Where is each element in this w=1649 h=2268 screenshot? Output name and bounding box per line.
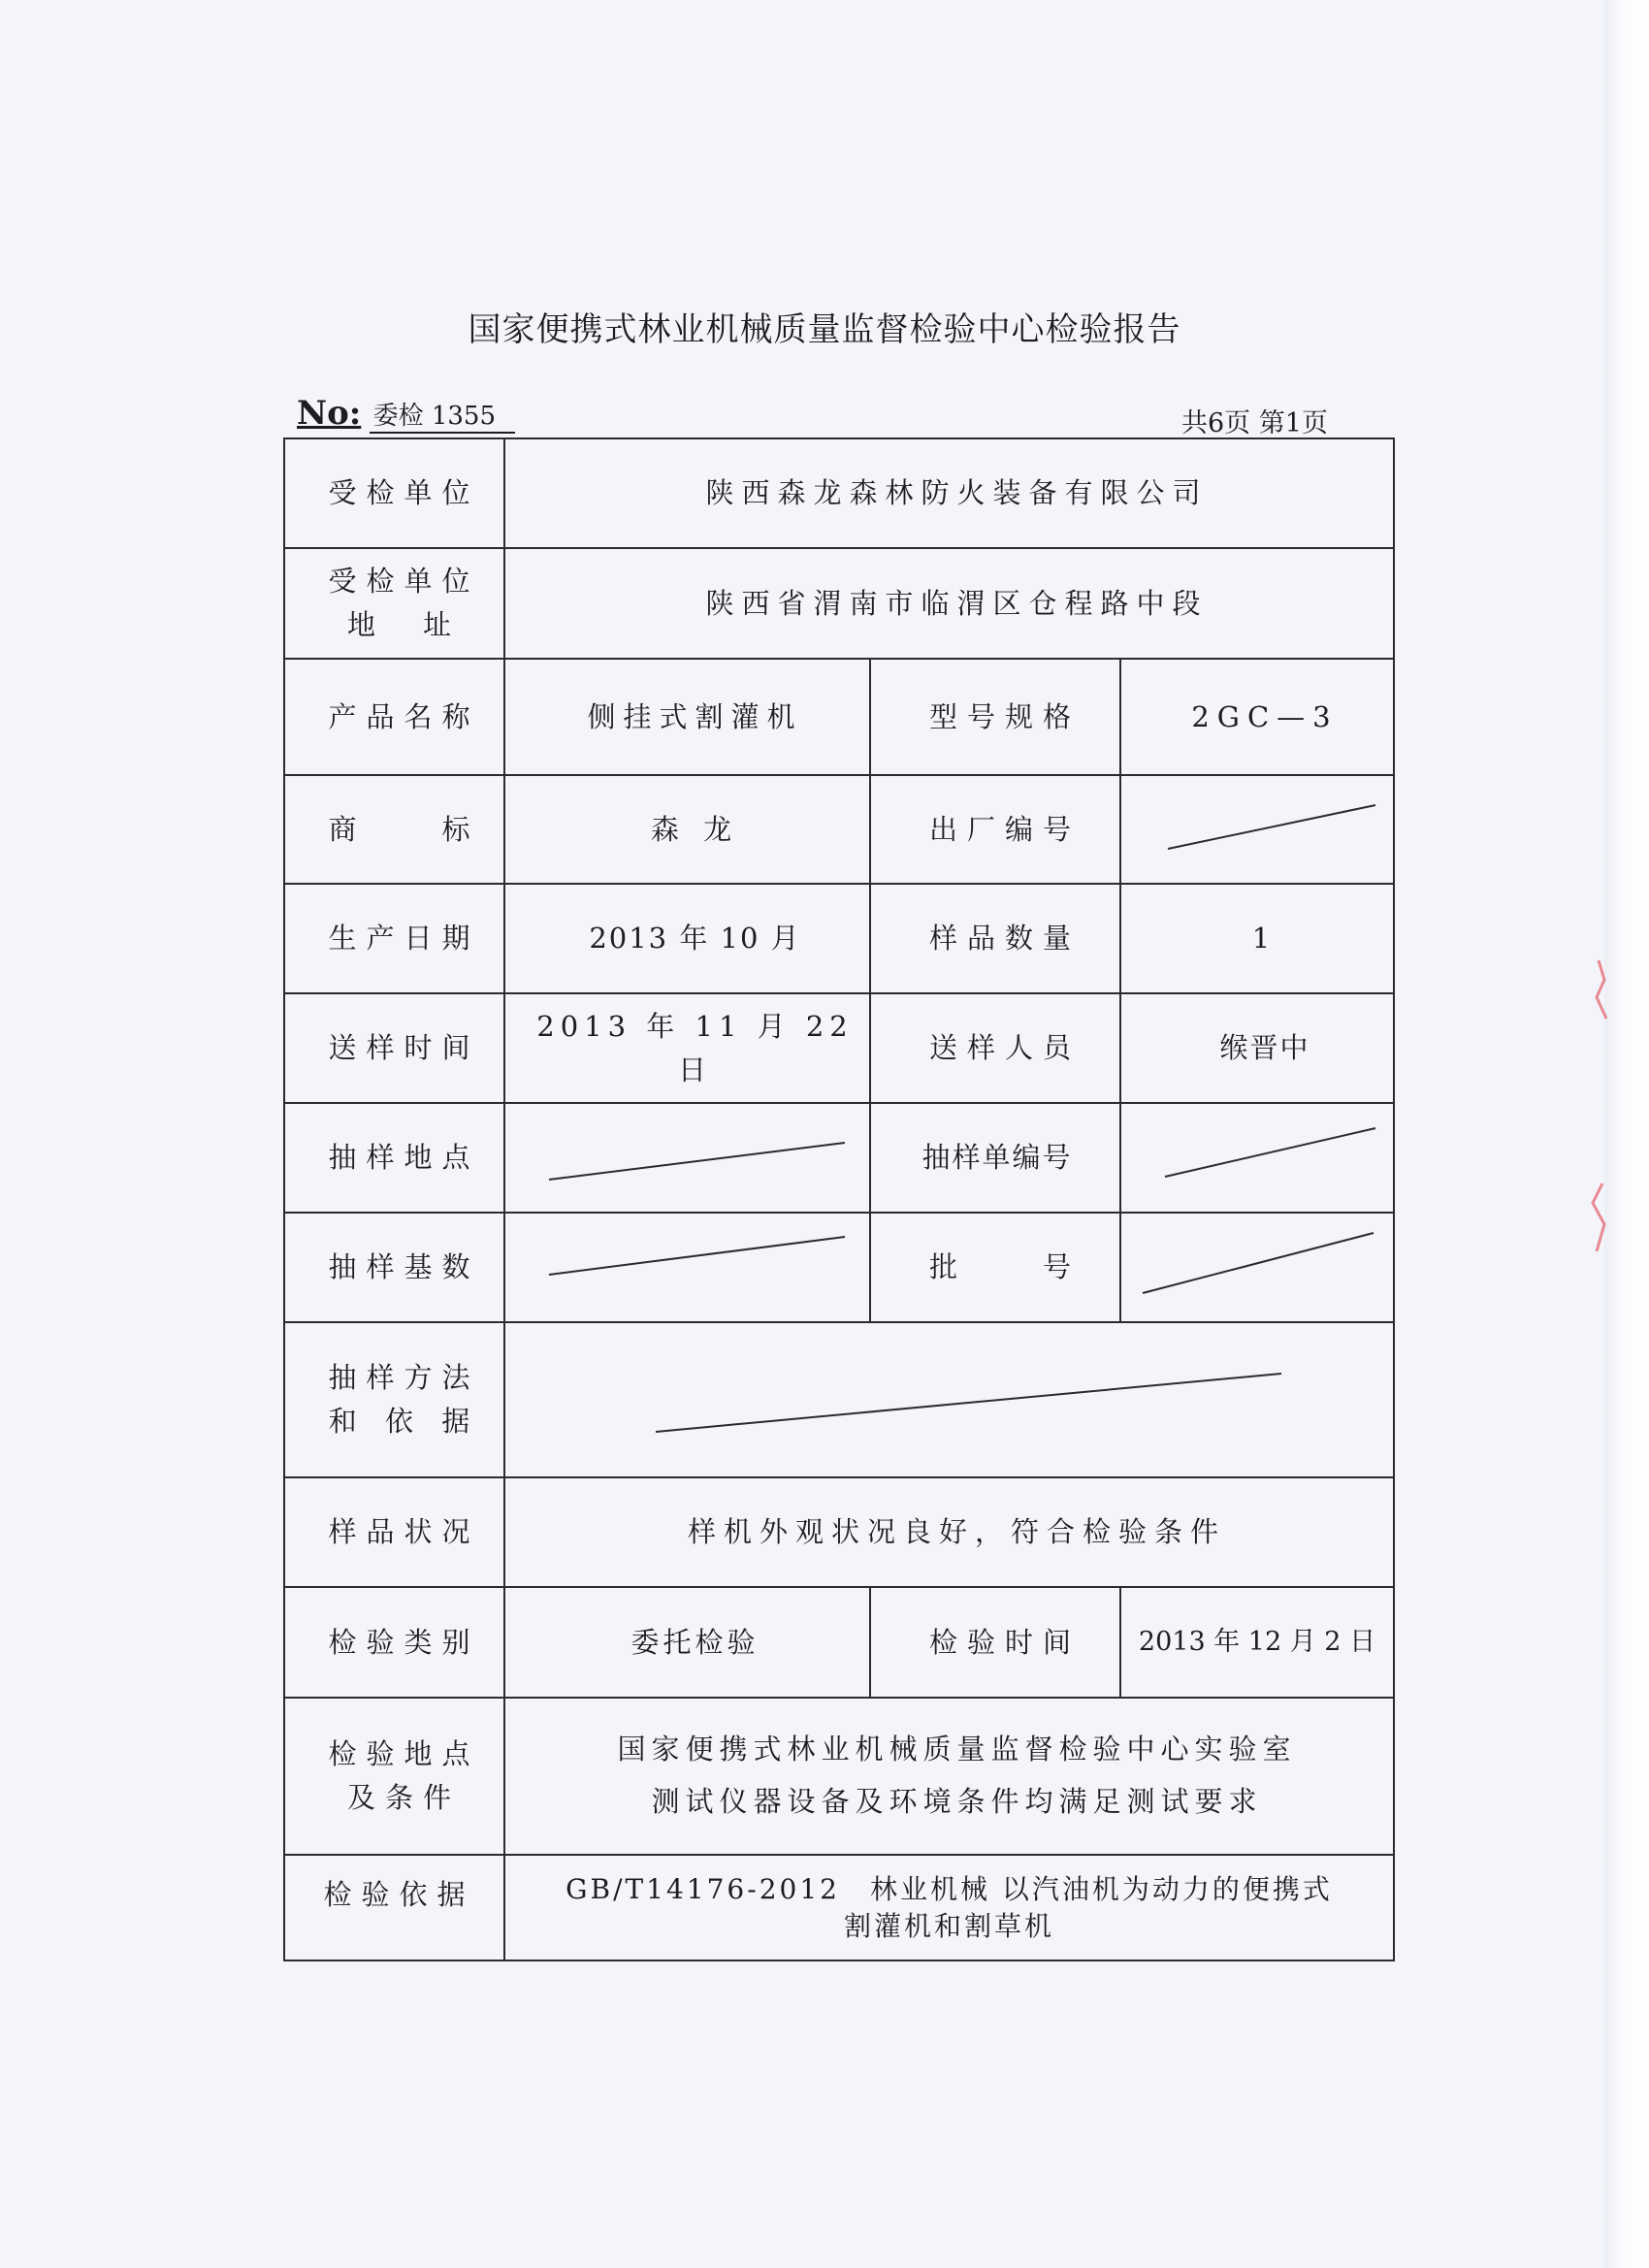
inspection-site-value-line1: 国家便携式林业机械质量监督检验中心实验室 (617, 1733, 1297, 1766)
unit-address-label-line1: 受检单位 (328, 565, 480, 599)
trademark-value: 森 龙 (650, 812, 740, 846)
inspection-type-value: 委托检验 (630, 1625, 760, 1659)
inspection-basis-value (505, 1856, 1393, 1960)
delivery-time-value: 2013 年 11 月 22 日 (536, 1009, 854, 1086)
unit-address-label (285, 549, 513, 658)
inspection-basis-label: 检验依据 (323, 1878, 475, 1911)
delivery-time-label: 送样时间 (328, 1031, 480, 1065)
inspection-form-table (283, 437, 1395, 1961)
sampling-sheet-number-label: 抽样单编号 (922, 1141, 1073, 1175)
sample-condition-value: 样机外观状况良好，符合检验条件 (687, 1515, 1226, 1549)
delivery-person-label: 送样人员 (928, 1031, 1081, 1065)
report-number-value: 委检 1355 (370, 396, 515, 434)
factory-number-strike-line (1121, 776, 1393, 883)
inspection-site-label (285, 1699, 513, 1854)
inspection-basis-value-line2: 割灌机和割草机 (843, 1909, 1054, 1942)
sampling-method-strike-line (505, 1323, 1393, 1476)
sample-condition-label: 样品状况 (328, 1515, 480, 1549)
report-number-mark: No: (297, 394, 362, 433)
inspection-time-value: 2013 年 12 月 2 日 (1138, 1627, 1376, 1658)
unit-address-value: 陕西省渭南市临渭区仓程路中段 (705, 586, 1209, 620)
trademark-label: 商 标 (328, 812, 480, 846)
sampling-sheet-number-strike-line (1121, 1104, 1393, 1212)
sampling-method-label (285, 1323, 513, 1476)
inspection-site-label-line1: 检验地点 (328, 1737, 480, 1771)
sampling-base-strike-line (505, 1214, 869, 1321)
sample-quantity-value: 1 (1251, 922, 1278, 956)
sampling-method-label-line2: 和 依 据 (328, 1405, 480, 1438)
inspection-time-label: 检验时间 (928, 1625, 1081, 1659)
inspection-site-value (505, 1699, 1401, 1854)
inspection-site-value-line2: 测试仪器设备及环境条件均满足测试要求 (651, 1785, 1263, 1818)
report-title: 国家便携式林业机械质量监督检验中心检验报告 (468, 310, 1181, 349)
report-number (297, 394, 515, 434)
inspection-site-label-line2: 及条件 (346, 1781, 461, 1814)
unit-address-label-line2: 地 址 (346, 608, 461, 641)
sampling-location-label: 抽样地点 (328, 1141, 480, 1175)
sampling-location-strike-line (505, 1104, 869, 1212)
model-spec-value: 2GC—3 (1191, 699, 1339, 733)
inspection-type-label: 检验类别 (328, 1625, 480, 1659)
sample-quantity-label: 样品数量 (928, 922, 1081, 956)
page-count: 共6页 第1页 (1181, 408, 1328, 438)
inspected-unit-label: 受检单位 (328, 476, 480, 510)
inspection-basis-value-line1: GB/T14176-2012 林业机械 以汽油机为动力的便携式 (566, 1872, 1333, 1905)
stamp-edge-mark (1579, 951, 1618, 1280)
delivery-person-value: 缑晋中 (1219, 1031, 1310, 1065)
sampling-method-label-line1: 抽样方法 (328, 1361, 480, 1395)
batch-number-label: 批 号 (928, 1250, 1081, 1284)
production-date-label: 生产日期 (328, 922, 480, 956)
inspected-unit-value: 陕西森龙森林防火装备有限公司 (705, 476, 1209, 510)
model-spec-label: 型号规格 (928, 699, 1081, 733)
production-date-value: 2013 年 10 月 (589, 922, 801, 956)
product-name-value: 侧挂式割灌机 (587, 699, 803, 733)
factory-number-label: 出厂编号 (928, 812, 1081, 846)
sampling-base-label: 抽样基数 (328, 1250, 480, 1284)
batch-number-strike-line (1121, 1214, 1393, 1321)
product-name-label: 产品名称 (328, 699, 480, 733)
